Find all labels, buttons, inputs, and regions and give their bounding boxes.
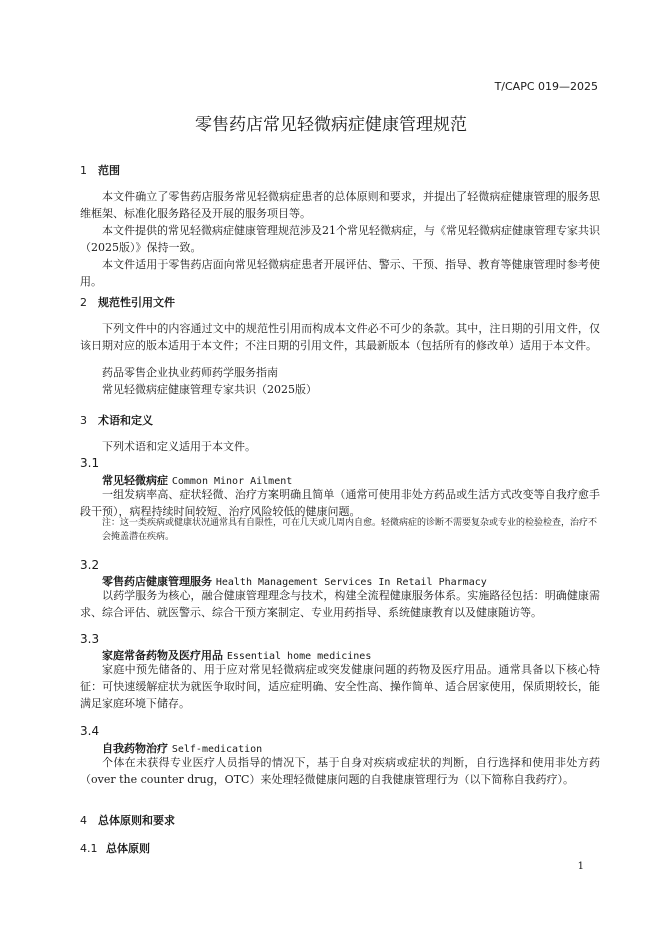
note-label: 注： xyxy=(102,518,121,528)
term-3-3-definition: 家庭中预先储备的、用于应对常见轻微病症或突发健康问题的药物及医疗用品。通常具备以下核心特征：可快速缓解症状为就医争取时间，适应症明确、安全性高、操作简单、适合居家使用，保质期较长，能满足家庭环境下储存。 xyxy=(80,663,600,710)
section-1-paragraph-1: 本文件确立了零售药店服务常见轻微病症患者的总体原则和要求，并提出了轻微病症健康管理的服务思维框架、标准化服务路径及开展的服务项目等。 xyxy=(80,190,600,220)
note-text: 这一类疾病或健康状况通常具有自限性，可在几天或几周内自愈。轻微病症的诊断不需要复杂或专业的检验检查，治疗不会掩盖潜在疾病。 xyxy=(102,518,598,542)
term-en: Self-medication xyxy=(171,744,263,755)
term-zh: 自我药物治疗 xyxy=(102,742,168,755)
term-3-4-number: 3.4 xyxy=(80,724,100,738)
term-zh: 零售药店健康管理服务 xyxy=(102,575,212,588)
term-3-1-definition: 一组发病率高、症状轻微、治疗方案明确且简单（通常可使用非处方药品或生活方式改变等自我疗愈手段干预），病程持续时间较短、治疗风险较低的健康问题。 xyxy=(80,488,600,518)
section-title: 总体原则 xyxy=(106,842,150,855)
section-1-paragraph-2: 本文件提供的常见轻微病症健康管理规范涉及21个常见轻微病症，与《常见轻微病症健康管理专家共识（2025版）》保持一致。 xyxy=(80,224,600,254)
section-3-heading xyxy=(80,412,153,428)
section-title: 术语和定义 xyxy=(98,414,153,427)
section-title: 规范性引用文件 xyxy=(98,296,175,309)
section-1-heading xyxy=(80,162,120,178)
section-title: 总体原则和要求 xyxy=(98,814,175,827)
term-zh: 常见轻微病症 xyxy=(102,474,168,487)
section-2-paragraph: 下列文件中的内容通过文中的规范性引用而构成本文件必不可少的条款。其中，注日期的引用文件，仅该日期对应的版本适用于本文件；不注日期的引用文件，其最新版本（包括所有的修改单）适用于本文件。 xyxy=(80,322,600,352)
terms-intro: 下列术语和定义适用于本文件。 xyxy=(102,440,256,453)
term-3-1-note xyxy=(102,516,602,544)
document-title: 零售药店常见轻微病症健康管理规范 xyxy=(195,115,467,135)
section-number: 2 xyxy=(80,296,87,309)
section-title: 范围 xyxy=(98,164,120,177)
document-code: T/CAPC 019—2025 xyxy=(494,80,598,93)
term-3-4-definition: 个体在未获得专业医疗人员指导的情况下，基于自身对疾病或症状的判断，自行选择和使用非处方药（over the counter drug，OTC）来处理轻微健康问题的自我健康管理行为（以下简称自我药疗）。 xyxy=(80,756,600,786)
term-en: Common Minor Ailment xyxy=(171,476,293,487)
section-number: 1 xyxy=(80,164,87,177)
section-number: 3 xyxy=(80,414,87,427)
normative-reference-1: 药品零售企业执业药师药学服务指南 xyxy=(102,366,278,379)
page-number: 1 xyxy=(577,861,584,872)
section-1-paragraph-3: 本文件适用于零售药店面向常见轻微病症患者开展评估、警示、干预、指导、教育等健康管理时参考使用。 xyxy=(80,258,600,288)
section-4-heading xyxy=(80,812,175,828)
section-number: 4 xyxy=(80,814,87,827)
section-2-heading xyxy=(80,294,175,310)
term-en: Health Management Services In Retail Pharmacy xyxy=(215,577,487,588)
term-en: Essential home medicines xyxy=(226,651,372,662)
normative-reference-2: 常见轻微病症健康管理专家共识（2025版） xyxy=(102,383,317,396)
term-3-2-number: 3.2 xyxy=(80,558,100,572)
section-4-1-heading xyxy=(80,840,150,856)
section-number: 4.1 xyxy=(80,842,98,855)
term-3-3-number: 3.3 xyxy=(80,632,100,646)
term-3-2-definition: 以药学服务为核心，融合健康管理理念与技术，构建全流程健康服务体系。实施路径包括：明确健康需求、综合评估、就医警示、综合干预方案制定、专业用药指导、系统健康教育以及健康随访等。 xyxy=(80,589,600,619)
term-3-1-number: 3.1 xyxy=(80,456,100,470)
term-zh: 家庭常备药物及医疗用品 xyxy=(102,649,223,662)
